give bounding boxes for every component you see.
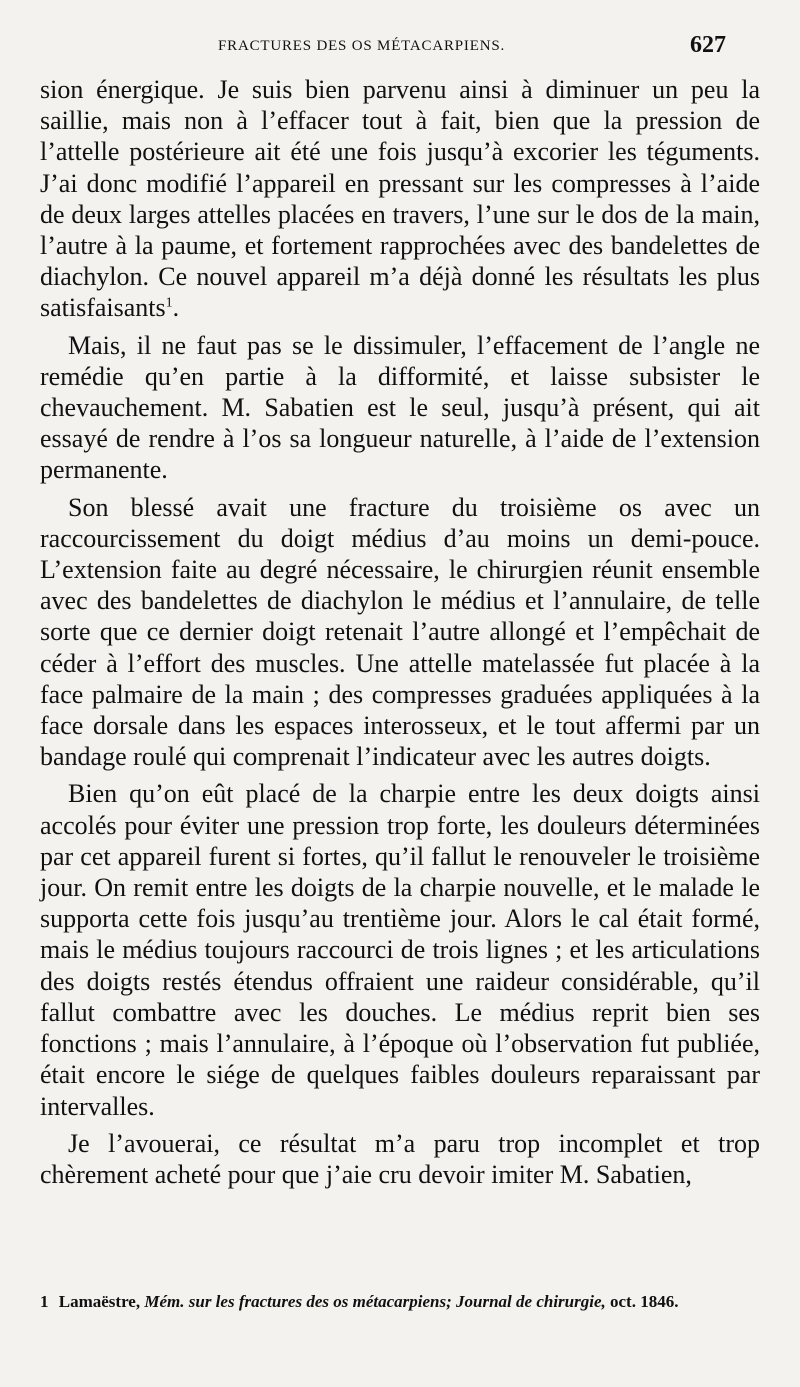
paragraph-5-text: Je l’avouerai, ce résultat m’a paru trop incomplet et trop chèrement acheté pour que j’aie cru devoir imiter M. Sabatien,	[40, 1128, 760, 1189]
paragraph-4	[40, 778, 760, 1121]
page-number: 627	[690, 32, 726, 58]
page-header	[40, 32, 760, 60]
paragraph-4-text: Bien qu’on eût placé de la charpie entre les deux doigts ainsi accolés pour éviter une pression trop forte, les douleurs déterminées par cet appareil furent si fortes, qu’il fallut le renouveler le troisième jour. On remit entre les doigts de la charpie nouvelle, et le malade le supporta cette fois jusqu’au trentième jour. Alors le cal était formé, mais le médius toujours raccourci de trois lignes ; et les articulations des doigts restés étendus offraient une raideur considérable, qu’il fallut combattre avec les douches. Le médius reprit bien ses fonctions ; mais l’annulaire, à l’époque où l’observation fut publiée, était encore le siége de quelques faibles douleurs reparaissant par intervalles.	[40, 779, 760, 1121]
footnote-date: oct. 1846.	[610, 1292, 679, 1311]
footnote-number: 1	[40, 1292, 49, 1311]
running-head: FRACTURES DES OS MÉTACARPIENS.	[218, 38, 506, 54]
footnote-reference: 1	[165, 295, 173, 311]
footnote-author: Lamaëstre,	[58, 1292, 141, 1311]
paragraph-2	[40, 330, 760, 486]
paragraph-1-text: sion énergique. Je suis bien parvenu ainsi à diminuer un peu la saillie, mais non à l’effacer tout à fait, bien que la pression de l’attelle postérieure ait été une fois jusqu’à excorier les téguments. J’ai donc modifié l’appareil en pressant sur les compresses à l’aide de deux larges attelles placées en travers, l’une sur le dos de la main, l’autre à la paume, et fortement rapprochées avec des bandelettes de diachylon. Ce nouvel appareil m’a déjà donné les résultats les plus satisfaisants	[40, 75, 760, 323]
paragraph-3-text: Son blessé avait une fracture du troisième os avec un raccourcissement du doigt médius d’au moins un demi-pouce. L’extension faite au degré nécessaire, le chirurgien réunit ensemble avec des bandelettes de diachylon le médius et l’annulaire, de telle sorte que ce dernier doigt retenait l’autre allongé et l’empêchait de céder à l’effort des muscles. Une attelle matelassée fut placée à la face palmaire de la main ; des compresses graduées appliquées à la face dorsale dans les espaces interosseux, et le tout affermi par un bandage roulé qui comprenait l’indicateur avec les autres doigts.	[40, 492, 760, 772]
paragraph-5	[40, 1128, 760, 1190]
footnote	[40, 1290, 760, 1314]
paragraph-1	[40, 74, 760, 324]
footnote-title: Mém. sur les fractures des os métacarpiens; Journal de chirurgie,	[144, 1292, 606, 1311]
paragraph-2-text: Mais, il ne faut pas se le dissimuler, l’effacement de l’angle ne remédie qu’en partie à la difformité, et laisse subsister le chevauchement. M. Sabatien est le seul, jusqu’à présent, qui ait essayé de rendre à l’os sa longueur naturelle, à l’aide de l’extension permanente.	[40, 330, 760, 485]
paragraph-1-end: .	[172, 293, 180, 323]
paragraph-3	[40, 492, 760, 773]
main-text	[40, 74, 760, 1190]
